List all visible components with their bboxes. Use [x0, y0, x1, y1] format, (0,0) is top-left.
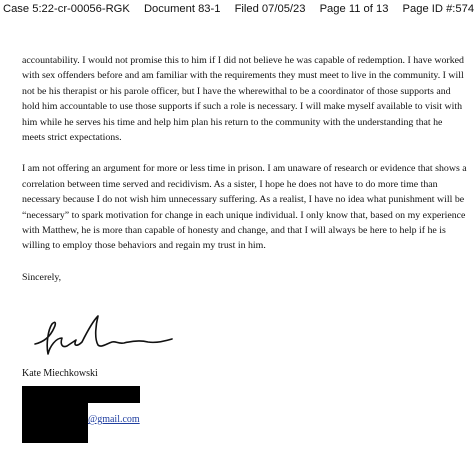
redaction-block — [22, 386, 140, 403]
email-link[interactable]: @gmail.com — [88, 414, 140, 425]
page-count: Page 11 of 13 — [319, 3, 389, 15]
signer-name: Kate Miechkowski — [22, 368, 98, 379]
case-number: Case 5:22-cr-00056-RGK — [3, 3, 130, 15]
paragraph-accountability: accountability. I would not promise this to him if I did not believe he was capable of redemption. I have worked with sex offenders before and am familiar with the requirements they must meet to live in the community. I will not be his therapist or his parole officer, but I have the wherewithal to be a coordinator of those supports and hold him accountable to use those supports if such a role is necessary. I will make myself available to visit with him while he serves his time and help him plan his return to the community with the understanding that he meets strict expectations. — [22, 55, 464, 144]
page-id: Page ID #:574 — [402, 3, 474, 15]
document-header — [0, 3, 474, 15]
handwritten-signature — [30, 312, 180, 362]
redaction-block — [22, 403, 88, 443]
paragraph-prison-time: I am not offering an argument for more or less time in prison. I am unaware of research or evidence that shows a correlation between time served and recidivism. As a sister, I hope he does not have to do more time than necessary because I do not wish him unnecessary suffering. As a realist, I have no idea what punishment will be “necessary” to spark motivation for change in each unique individual. I only know that, based on my experience with Matthew, he is more than capable of honesty and change, and that I will always be here to help if he is willing to employ those behaviors and regain my trust in him. — [22, 163, 467, 252]
letter-body — [22, 53, 467, 301]
closing-salutation: Sincerely, — [22, 271, 62, 283]
document-number: Document 83-1 — [143, 3, 221, 15]
filed-date: Filed 07/05/23 — [234, 3, 306, 15]
